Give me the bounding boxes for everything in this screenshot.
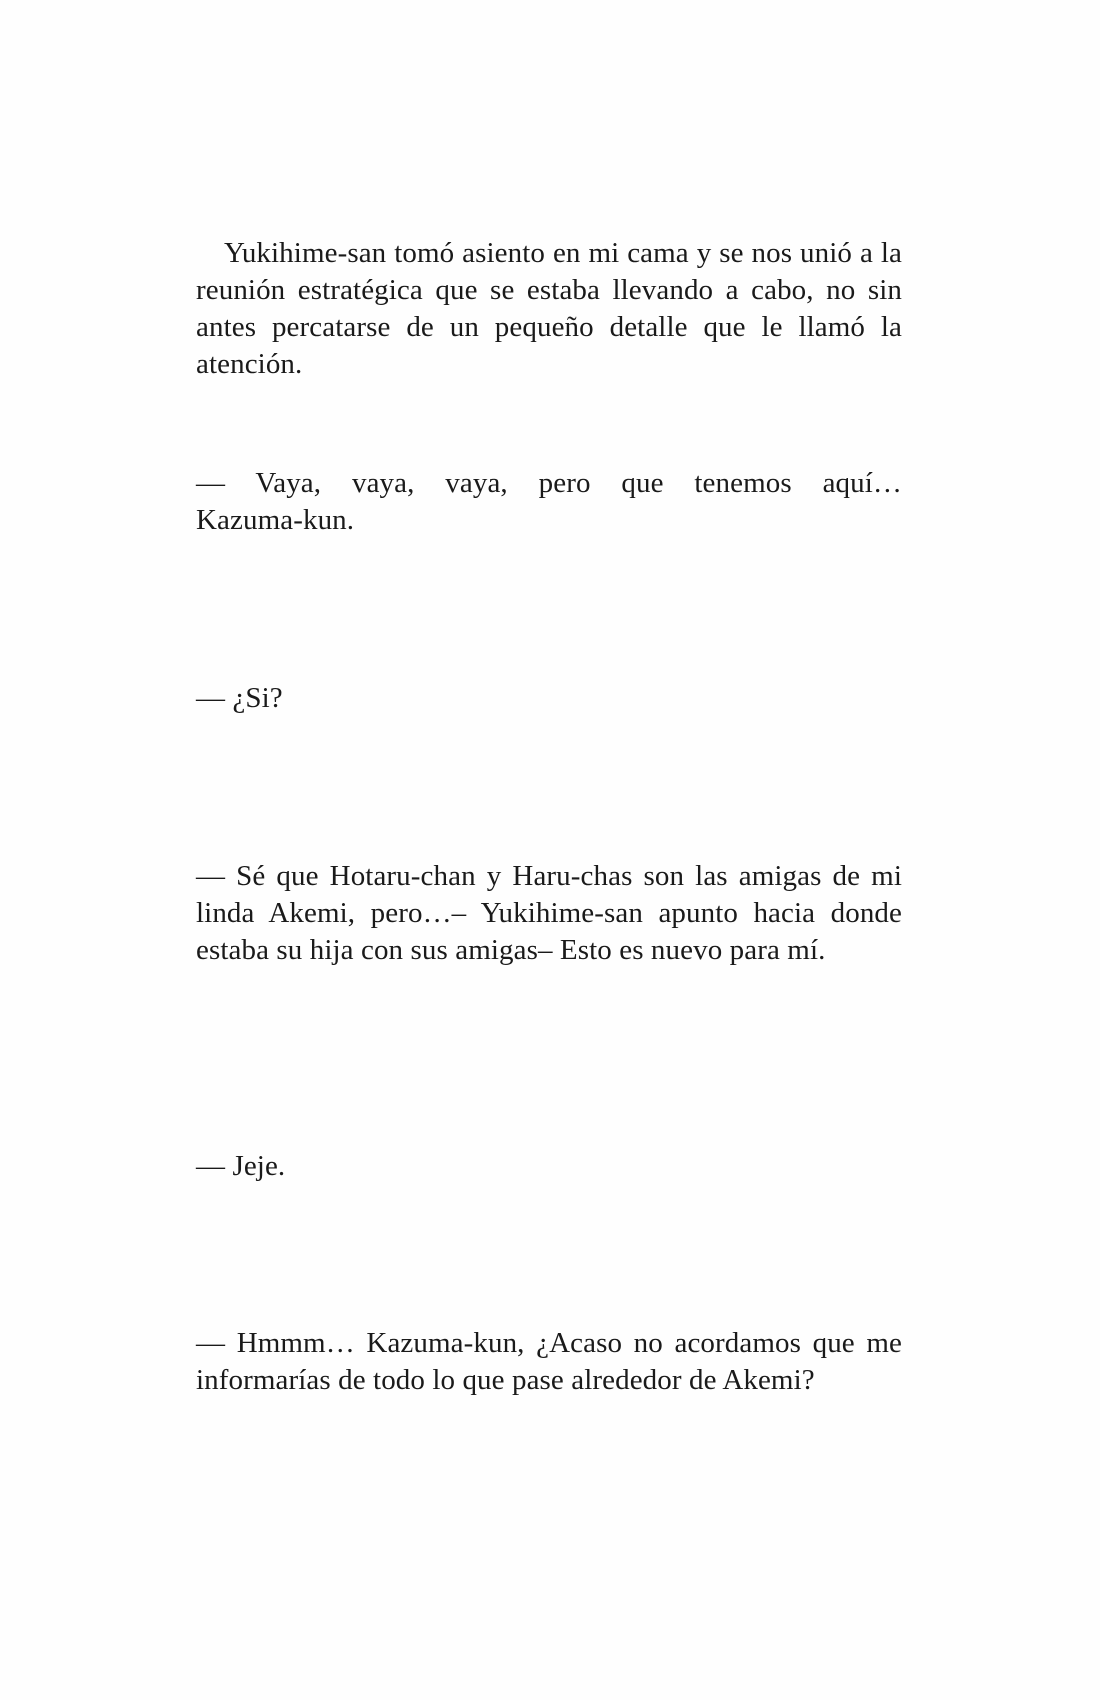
dialogue-paragraph <box>196 465 902 539</box>
dialogue-paragraph: — Hmmm… Kazuma-kun, ¿Acaso no acordamos que me informarías de todo lo que pase alrededor de Akemi? <box>196 1327 902 1396</box>
dialogue-line: — Vaya, vaya, vaya, pero que tenemos aquí… <box>196 467 902 499</box>
narration-paragraph: Yukihime-san tomó asiento en mi cama y se nos unió a la reunión estratégica que se estaba llevando a cabo, no sin antes percatarse de un pequeño detalle que le llamó la atención. <box>196 237 902 380</box>
dialogue-line: Kazuma-kun. <box>196 504 355 536</box>
dialogue-paragraph: — Sé que Hotaru-chan y Haru-chas son las amigas de mi linda Akemi, pero…– Yukihime-san apunto hacia donde estaba su hija con sus amigas– Esto es nuevo para mí. <box>196 860 902 966</box>
dialogue-paragraph: — Jeje. <box>196 1150 286 1182</box>
dialogue-paragraph: — ¿Si? <box>196 682 283 714</box>
